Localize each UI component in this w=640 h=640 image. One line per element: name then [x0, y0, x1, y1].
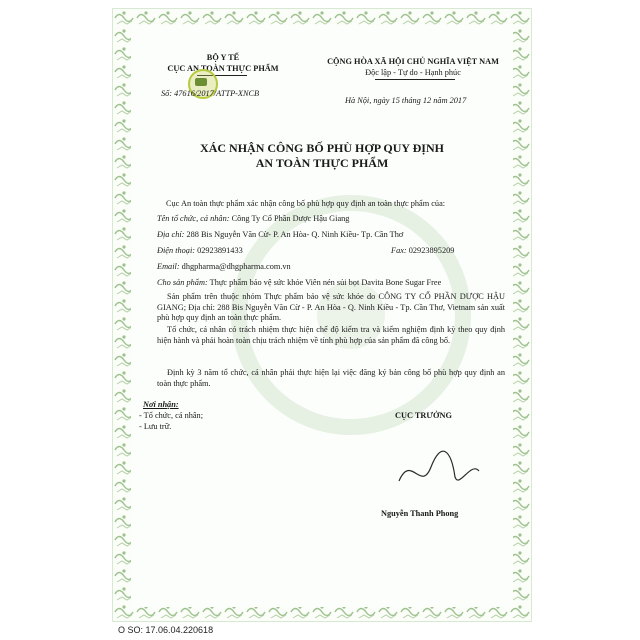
- handwritten-signature: [393, 441, 483, 501]
- product-label: Cho sản phẩm:: [157, 278, 208, 287]
- email-label: Email:: [157, 262, 180, 271]
- email-row: [157, 262, 291, 272]
- org-label: Tên tổ chức, cá nhân:: [157, 214, 230, 223]
- fax-value: 02923895209: [408, 246, 455, 255]
- title-line-2: AN TOÀN THỰC PHẨM: [255, 156, 389, 170]
- phone-label: Điện thoại:: [157, 246, 196, 255]
- document-serial-number: O SO: 17.06.04.220618: [118, 625, 214, 635]
- recipient-item-1: - Tổ chức, cá nhân;: [139, 411, 204, 420]
- intro-text: Cục An toàn thực phẩm xác nhận công bố phù hợp quy định an toàn thực phẩm của:: [166, 199, 446, 208]
- issue-date: Hà Nội, ngày 15 tháng 12 năm 2017: [345, 96, 467, 105]
- phone-value: 02923891433: [197, 246, 243, 255]
- org-value: Công Ty Cổ Phần Dược Hậu Giang: [231, 214, 350, 223]
- ministry-name: BỘ Y TẾ: [206, 53, 240, 62]
- department-name: CỤC AN TOÀN THỰC PHẨM: [167, 64, 279, 73]
- product-value: Thực phẩm bảo vệ sức khỏe Viên nén sủi bọt Davita Bone Sugar Free: [209, 278, 442, 287]
- paragraph-responsibility: Tổ chức, cá nhân có trách nhiệm thực hiện chế độ kiểm tra và kiểm nghiệm định kỳ theo quy định hiện hành và phải hoàn toàn chịu trách nhiệm về tính phù hợp của sản phẩm đã công bố.: [157, 325, 505, 345]
- org-row: [157, 214, 349, 224]
- national-motto: Độc lập - Tự do - Hạnh phúc: [365, 68, 461, 77]
- paragraph-renewal: Định kỳ 3 năm tổ chức, cá nhân phải thực hiện lại việc đăng ký bản công bố phù hợp quy định an toàn thực phẩm.: [157, 368, 505, 388]
- address-label: Địa chỉ:: [157, 230, 185, 239]
- title-line-1: XÁC NHẬN CÔNG BỐ PHÙ HỢP QUY ĐỊNH: [200, 141, 444, 155]
- product-row: [157, 278, 441, 288]
- email-value: dhgpharma@dhgpharma.com.vn: [181, 262, 291, 271]
- fax-label: Fax:: [391, 246, 407, 255]
- document-number: Số: 47616/2017/ATTP-XNCB: [161, 89, 260, 98]
- recipients-label: Nơi nhận:: [143, 400, 179, 409]
- paragraph-product-group: Sản phẩm trên thuộc nhóm Thực phẩm bảo vệ sức khỏe do CÔNG TY CỔ PHẦN DƯỢC HẬU GIANG; Địa chỉ: 288 Bis Nguyễn Văn Cừ - P. An Hòa - Q. Ninh Kiều - Tp. Cần Thơ, Vietnam sản xuất phù hợp quy định an toàn thực phẩm.: [157, 292, 505, 322]
- signer-name: Nguyễn Thanh Phong: [381, 509, 459, 518]
- address-value: 288 Bis Nguyễn Văn Cừ- P. An Hòa- Q. Ninh Kiều- Tp. Cần Thơ: [186, 230, 404, 239]
- signer-role: CỤC TRƯỞNG: [395, 411, 452, 420]
- fax-row: [391, 246, 454, 256]
- header-underline-right: [375, 79, 455, 80]
- phone-row: [157, 246, 243, 256]
- address-row: [157, 230, 403, 240]
- document-page: [112, 8, 532, 622]
- country-name: CỘNG HÒA XÃ HỘI CHỦ NGHĨA VIỆT NAM: [327, 57, 499, 66]
- recipient-item-2: - Lưu trữ.: [139, 422, 172, 431]
